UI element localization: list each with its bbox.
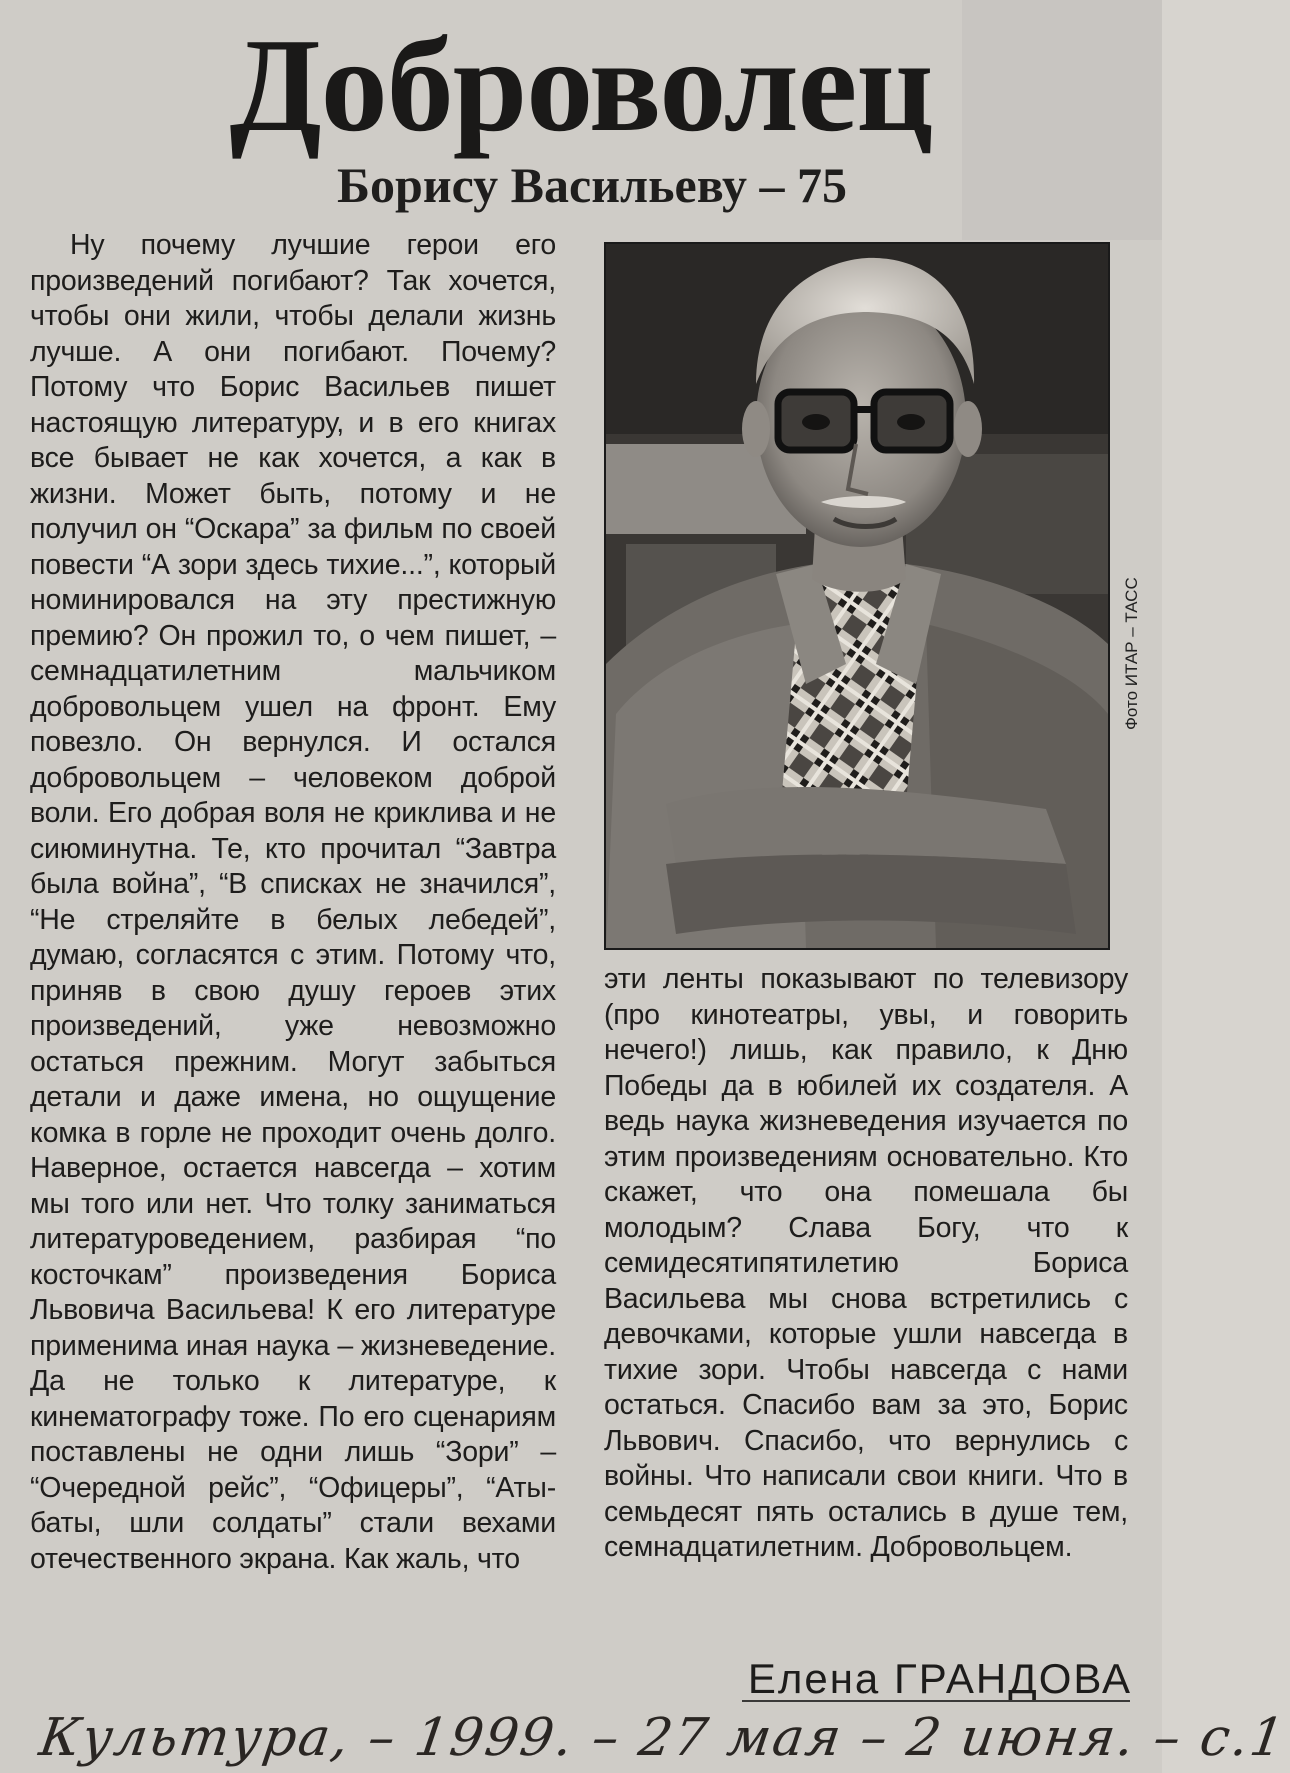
- author-photo: [604, 242, 1110, 950]
- handwritten-source-note: Культура, – 1999. – 27 мая – 2 июня. – с.1: [35, 1708, 1290, 1768]
- author-byline: Елена ГРАНДОВА: [747, 1655, 1132, 1702]
- article-body-right: эти ленты показывают по телевизору (про кинотеатры, увы, и говорить нечего!) лишь, как правило, к Дню Победы да в юбилей их создателя. А ведь наука жизневедения изучается по этим произведениям основательно. Кто скажет, что она помешала бы молодым? Слава Богу, что к семидесятипятилетию Бориса Васильева мы снова встретились с девочками, которые ушли навсегда в тихие зори. Чтобы навсегда с нами остаться. Спасибо вам за это, Борис Львович. Спасибо, что вернулись с войны. Что написали свои книги. Что в семьдесят пять остались в душе тем, семнадцатилетним. Добровольцем.: [604, 963, 1128, 1563]
- article-headline: Доброволец: [229, 11, 933, 159]
- article-column-right: [604, 962, 1128, 1622]
- photo-credit: Фото ИТАР – ТАСС: [1122, 577, 1141, 730]
- article-body-left: Ну почему лучшие герои его произведений погибают? Так хочется, чтобы они жили, чтобы делали жизнь лучше. А они погибают. Почему? Потому что Борис Васильев пишет настоящую литературу, и в его книгах все бывает не как хочется, а как в жизни. Может быть, потому и не получил он “Оскара” за фильм по своей повести “А зори здесь тихие...”, который номинировался на эту престижную премию? Он прожил то, о чем пишет, – семнадцатилетним мальчиком добровольцем ушел на фронт. Ему повезло. Он вернулся. И остался добровольцем – человеком доброй воли. Его добрая воля не криклива и не сиюминутна. Те, кто прочитал “Завтра была война”, “В списках не значился”, “Не стреляйте в белых лебедей”, думаю, согласятся с этим. Потому что, приняв в свою душу героев этих произведений, уже невозможно остаться прежним. Могут забыться детали и даже имена, но ощущение комка в горле не проходит очень долго. Наверное, остается навсегда – хотим мы того или нет. Что толку заниматься литературоведением, разбирая “по косточкам” произведения Бориса Львовича Васильева! К его литературе применима иная наука – жизневедение. Да не только к литературе, к кинематографу тоже. По его сценариям поставлены не одни лишь “Зори” – “Очередной рейс”, “Офицеры”, “Аты-баты, шли солдаты” стали вехами отечественного экрана. Как жаль, что: [30, 229, 556, 1575]
- author-portrait-image: [606, 244, 1108, 948]
- byline-underline: [742, 1700, 1130, 1702]
- article-column-left: [30, 228, 556, 1738]
- article-subheadline: Борису Васильеву – 75: [336, 157, 848, 213]
